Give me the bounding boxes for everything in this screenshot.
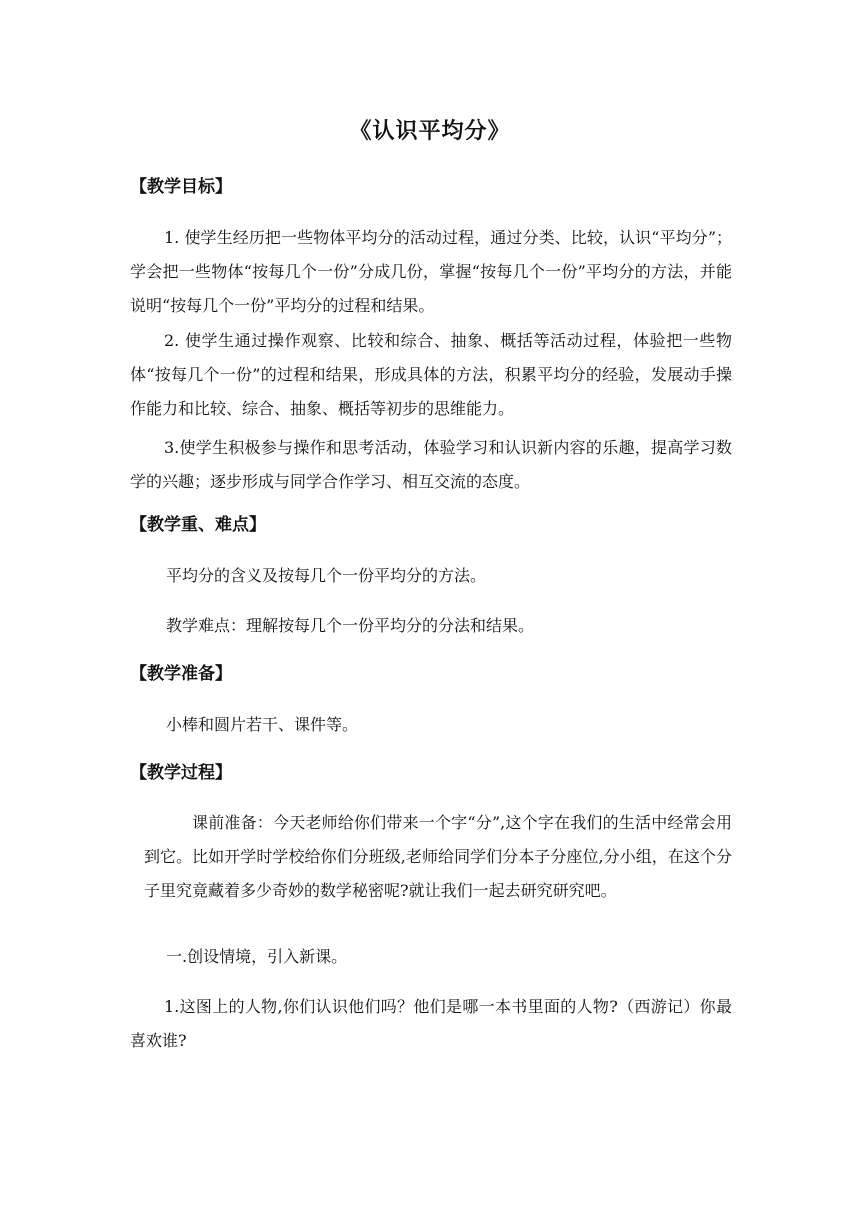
section-heading-preparation: 【教学准备】 [130,664,232,684]
preparation-text: 小棒和圆片若干、课件等。 [166,715,359,734]
goal-item-2: 2. 使学生通过操作观察、比较和综合、抽象、概括等活动过程，体验把一些物体“按每几个一份”的过程和结果，形成具体的方法，积累平均分的经验，发展动手操作能力和比较、综合、抽象、概括等初步的思维能力。 [130,331,732,418]
section-heading-process: 【教学过程】 [130,763,232,783]
goal-item-1: 1. 使学生经历把一些物体平均分的活动过程，通过分类、比较，认识“平均分”；学会把一些物体“按每几个一份”分成几份，掌握“按每几个一份”平均分的方法，并能说明“按每几个一份”平均分的过程和结果。 [130,228,732,315]
goal-item-3: 3.使学生积极参与操作和思考活动，体验学习和认识新内容的乐趣，提高学习数学的兴趣；逐步形成与同学合作学习、相互交流的态度。 [130,438,732,491]
document-title: 《认识平均分》 [349,118,511,144]
process-intro: 课前准备：今天老师给你们带来一个字“分”,这个字在我们的生活中经常会用到它。比如开学时学校给你们分班级,老师给同学们分本子分座位,分小组，在这个分子里究竟藏着多少奇妙的数学秘密呢?就让我们一起去研究研究吧。 [144,813,732,900]
difficulty-text: 教学难点：理解按每几个一份平均分的分法和结果。 [166,616,535,635]
process-step-one: 一.创设情境，引入新课。 [166,947,348,966]
key-point-text: 平均分的含义及按每几个一份平均分的方法。 [166,566,487,585]
section-heading-goals: 【教学目标】 [130,177,232,197]
process-question-one: 1.这图上的人物,你们认识他们吗？他们是哪一本书里面的人物?（西游记）你最喜欢谁? [130,997,732,1050]
section-heading-key-points: 【教学重、难点】 [130,515,266,535]
